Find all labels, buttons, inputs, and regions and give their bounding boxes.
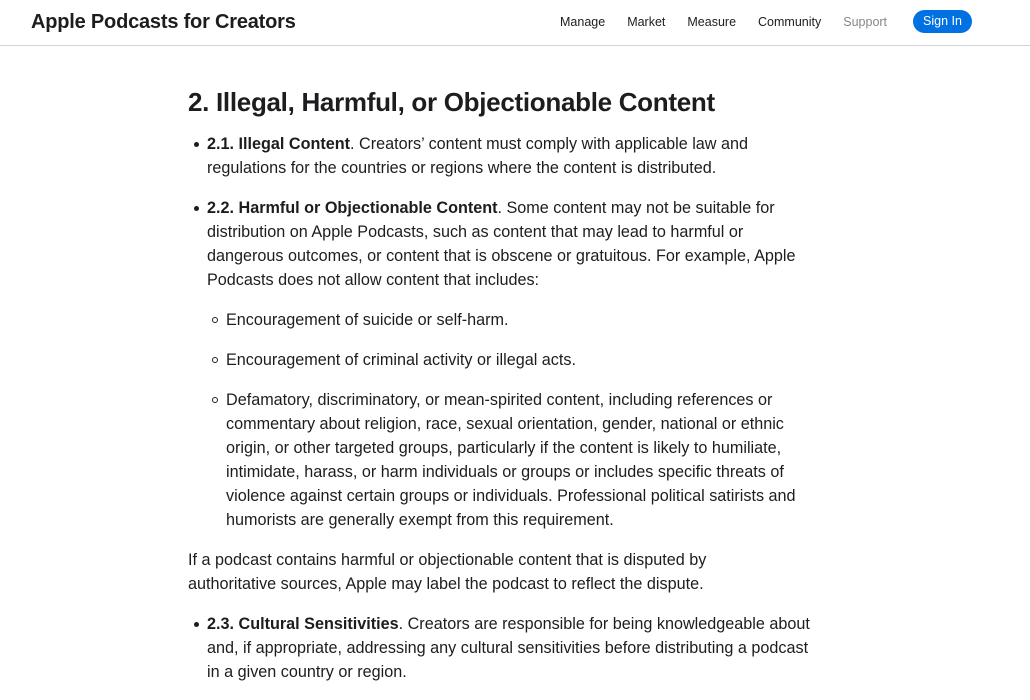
item-title: 2.3. Cultural Sensitivities bbox=[207, 615, 399, 633]
guidelines-list-continued bbox=[188, 612, 828, 684]
list-item-illegal-content bbox=[188, 132, 817, 180]
item-text: . Some content may not be suitable for distribution on Apple Podcasts, such as content that may lead to harmful or dangerous outcomes, or content that is obscene or gratuitous. For example, Apple Podcasts does not allow content that includes: bbox=[207, 199, 796, 289]
nav-link-market[interactable]: Market bbox=[627, 15, 666, 29]
article-content bbox=[188, 84, 828, 700]
sublist-item: Encouragement of suicide or self-harm. bbox=[207, 308, 817, 332]
item-title: 2.1. Illegal Content bbox=[207, 135, 351, 153]
nav-link-measure[interactable]: Measure bbox=[687, 15, 737, 29]
guidelines-list bbox=[188, 132, 828, 532]
list-item-cultural-sensitivities bbox=[188, 612, 817, 684]
section-heading: 2. Illegal, Harmful, or Objectionable Content bbox=[188, 87, 715, 117]
nav-link-support[interactable]: Support bbox=[843, 15, 888, 29]
nav-link-manage[interactable]: Manage bbox=[560, 15, 606, 29]
sublist-item: Defamatory, discriminatory, or mean-spirited content, including references or commentary about religion, race, sexual orientation, gender, national or ethnic origin, or other targeted groups, particularly if the content is likely to humiliate, intimidate, harass, or harm individuals or groups or includes specific threats of violence against certain groups or individuals. Professional political satirists and humorists are generally exempt from this requirement. bbox=[207, 388, 817, 532]
item-title: 2.2. Harmful or Objectionable Content bbox=[207, 199, 498, 217]
nav-links bbox=[560, 0, 909, 44]
nav-link-community[interactable]: Community bbox=[758, 15, 822, 29]
list-item-harmful-content bbox=[188, 196, 817, 532]
item-text: . Creators’ content must comply with applicable law and regulations for the countries or regions where the content is distributed. bbox=[207, 135, 749, 177]
dispute-paragraph: If a podcast contains harmful or objectionable content that is disputed by authoritative sources, Apple may label the podcast to reflect the dispute. bbox=[188, 551, 707, 593]
harmful-content-sublist bbox=[207, 308, 817, 532]
top-navigation-bar bbox=[0, 0, 1030, 46]
sublist-item: Encouragement of criminal activity or illegal acts. bbox=[207, 348, 817, 372]
brand-title[interactable]: Apple Podcasts for Creators bbox=[31, 11, 296, 33]
sign-in-button[interactable]: Sign In bbox=[913, 10, 972, 33]
item-text: . Creators are responsible for being knowledgeable about and, if appropriate, addressing any cultural sensitivities before distributing a podcast in a given country or region. bbox=[207, 615, 810, 681]
